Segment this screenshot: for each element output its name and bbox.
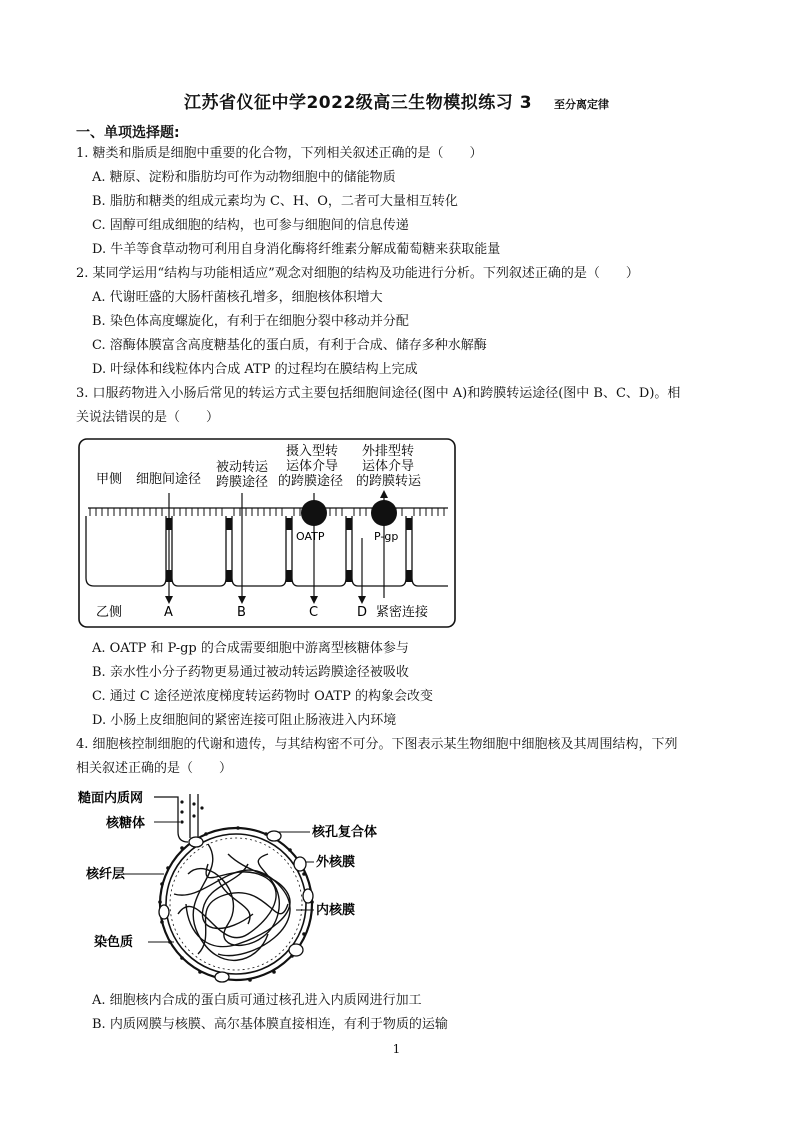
exam-title: 江苏省仪征中学2022级高三生物模拟练习 3: [183, 93, 533, 113]
question-1-stem: 1. 糖类和脂质是细胞中重要的化合物，下列相关叙述正确的是（ ）: [76, 146, 483, 161]
question-3-option-d: D. 小肠上皮细胞间的紧密连接可阻止肠液进入内环境: [92, 713, 397, 728]
uptake-label-2: 运体介导: [286, 459, 339, 474]
side-bottom-label: 乙侧: [96, 605, 123, 620]
inner-membrane-label: 内核膜: [316, 903, 356, 918]
efflux-label-3: 的跨膜转运: [356, 474, 422, 489]
uptake-label-3: 的跨膜途径: [278, 474, 344, 489]
rough-er-label: 糙面内质网: [78, 791, 144, 806]
page-number: 1: [392, 1042, 401, 1056]
tight-junction-marks: [166, 518, 412, 582]
path-d-label: D: [357, 605, 368, 620]
question-3-stem-line2: 关说法错误的是（ ）: [76, 410, 220, 425]
oatp-label: OATP: [296, 530, 325, 543]
inner-nuclear-membrane: [166, 834, 306, 974]
question-1-option-c: C. 固醇可组成细胞的结构，也可参与细胞间的信息传递: [92, 218, 409, 233]
question-2-option-a: A. 代谢旺盛的大肠杆菌核孔增多，细胞核体积增大: [92, 290, 383, 305]
page-title: [0, 88, 793, 113]
epithelial-cells: [86, 516, 448, 586]
nuclear-lamina: [170, 838, 302, 970]
path-a-label: A: [164, 605, 173, 620]
nuclear-lamina-label: 核纤层: [86, 867, 126, 882]
question-1-option-b: B. 脂肪和糖类的组成元素均为 C、H、O，二者可大量相互转化: [92, 194, 458, 209]
question-3-option-c: C. 通过 C 途径逆浓度梯度转运药物时 OATP 的构象会改变: [92, 689, 433, 704]
question-2-option-c: C. 溶酶体膜富含高度糖基化的蛋白质，有利于合成、储存多种水解酶: [92, 338, 487, 353]
question-4-option-b: B. 内质网膜与核膜、高尔基体膜直接相连，有利于物质的运输: [92, 1017, 448, 1032]
rough-er: [154, 794, 204, 842]
oatp-transporter: [301, 500, 327, 526]
efflux-label-1: 外排型转: [362, 444, 415, 459]
question-1-option-a: A. 糖原、淀粉和脂肪均可作为动物细胞中的储能物质: [92, 170, 396, 185]
question-4-stem-line2: 相关叙述正确的是（ ）: [76, 761, 233, 776]
tight-junction-label: 紧密连接: [376, 605, 429, 620]
uptake-label-1: 摄入型转: [286, 444, 339, 459]
pore-complex-label: 核孔复合体: [312, 825, 378, 840]
chromatin-fibers: [174, 844, 290, 960]
path-c-label: C: [309, 605, 319, 620]
nucleus-structure-figure: [78, 784, 398, 984]
question-4-option-a: A. 细胞核内合成的蛋白质可通过核孔进入内质网进行加工: [92, 993, 422, 1008]
question-2-stem: 2. 某同学运用“结构与功能相适应”观念对细胞的结构及功能进行分析。下列叙述正确的是（ ）: [76, 266, 639, 281]
question-3-stem-line1: 3. 口服药物进入小肠后常见的转运方式主要包括细胞间途径(图中 A)和跨膜转运途径(图中 B、C、D)。相: [76, 386, 681, 401]
side-top-label: 甲侧: [96, 472, 123, 487]
pgp-transporter: [371, 500, 397, 526]
path-b-label: B: [237, 605, 246, 620]
ribosome-label: 核糖体: [106, 816, 146, 831]
intercellular-label: 细胞间途径: [136, 472, 202, 487]
question-2-option-b: B. 染色体高度螺旋化，有利于在细胞分裂中移动并分配: [92, 314, 409, 329]
question-3-option-a: A. OATP 和 P-gp 的合成需要细胞中游离型核糖体参与: [92, 641, 409, 656]
section-heading: 一、单项选择题:: [76, 125, 180, 141]
question-1-option-d: D. 牛羊等食草动物可利用自身消化酶将纤维素分解成葡萄糖来获取能量: [92, 242, 501, 257]
exam-subtitle: 至分离定律: [554, 98, 610, 111]
question-4-stem-line1: 4. 细胞核控制细胞的代谢和遗传，与其结构密不可分。下图表示某生物细胞中细胞核及其周围结构，下列: [76, 737, 678, 752]
question-3-option-b: B. 亲水性小分子药物更易通过被动转运跨膜途径被吸收: [92, 665, 409, 680]
transport-route-figure: [78, 438, 456, 628]
outer-membrane-label: 外核膜: [316, 855, 356, 870]
chromatin-label: 染色质: [94, 935, 134, 950]
efflux-label-2: 运体介导: [362, 459, 415, 474]
passive-label-2: 跨膜途径: [216, 475, 269, 490]
pgp-label: P-gp: [374, 530, 399, 543]
question-2-option-d: D. 叶绿体和线粒体内合成 ATP 的过程均在膜结构上完成: [92, 362, 418, 377]
passive-label-1: 被动转运: [216, 460, 269, 475]
